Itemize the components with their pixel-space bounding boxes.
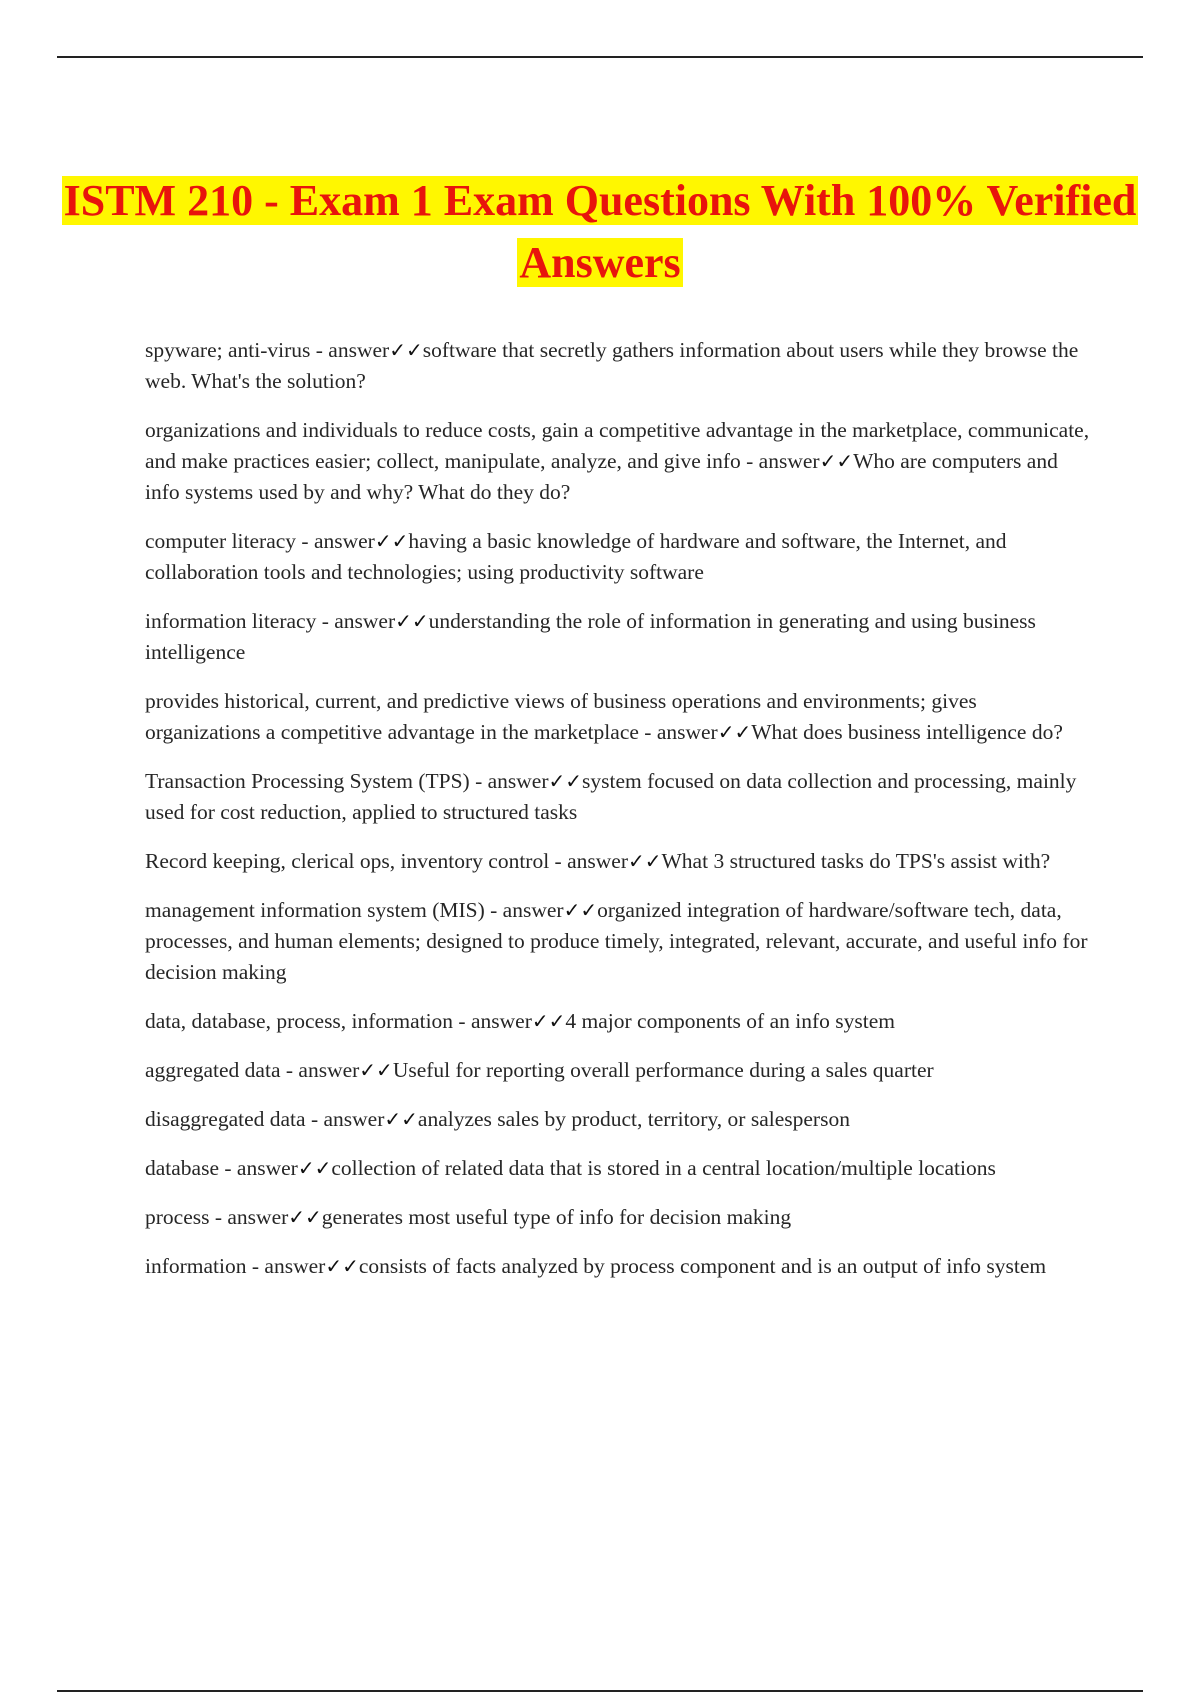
qa-term: database - <box>145 1156 237 1180</box>
answer-label: answer <box>470 1009 532 1033</box>
qa-term: process - <box>145 1205 228 1229</box>
qa-item <box>145 686 1090 748</box>
qa-term: organizations and individuals to reduce costs, gain a competitive advantage in the marketplace, communicate, and make practices easier; collect, manipulate, analyze, and give info - <box>145 418 1090 473</box>
double-check-icon: ✓✓ <box>563 898 598 922</box>
qa-term: provides historical, current, and predictive views of business operations and environments; gives organizations a competitive advantage in the marketplace - <box>145 689 977 744</box>
answer-label: answer <box>313 529 375 553</box>
qa-definition: generates most useful type of info for decision making <box>321 1205 792 1229</box>
answer-label: answer <box>334 609 396 633</box>
qa-item <box>145 335 1090 397</box>
bottom-rule <box>57 1690 1143 1692</box>
answer-label: answer <box>758 449 820 473</box>
answer-label: answer <box>487 769 549 793</box>
double-check-icon: ✓✓ <box>359 1058 393 1082</box>
double-check-icon: ✓✓ <box>325 1254 359 1278</box>
top-rule <box>57 56 1143 58</box>
qa-definition: consists of facts analyzed by process component and is an output of info system <box>358 1254 1047 1278</box>
qa-item <box>145 766 1090 828</box>
double-check-icon: ✓✓ <box>531 1009 566 1033</box>
double-check-icon: ✓✓ <box>819 449 854 473</box>
answer-label: answer <box>264 1254 326 1278</box>
qa-item <box>145 1104 1090 1135</box>
qa-definition: analyzes sales by product, territory, or salesperson <box>417 1107 850 1131</box>
double-check-icon: ✓✓ <box>288 1205 322 1229</box>
qa-item <box>145 526 1090 588</box>
qa-definition: organized integration of hardware/software tech, data, processes, and human elements; designed to produce timely, integrated, relevant, accurate, and useful info for decision making <box>145 898 1088 984</box>
qa-term: disaggregated data - <box>145 1107 324 1131</box>
answer-label: answer <box>328 338 390 362</box>
double-check-icon: ✓✓ <box>384 1107 418 1131</box>
double-check-icon: ✓✓ <box>395 609 429 633</box>
answer-label: answer <box>227 1205 289 1229</box>
qa-definition: collection of related data that is stored in a central location/multiple locations <box>331 1156 996 1180</box>
qa-term: computer literacy - <box>145 529 314 553</box>
double-check-icon: ✓✓ <box>548 769 583 793</box>
document-title-block <box>60 170 1140 294</box>
answer-label: answer <box>323 1107 385 1131</box>
qa-term: management information system (MIS) - <box>145 898 503 922</box>
qa-definition: system focused on data collection and processing, mainly used for cost reduction, applied to structured tasks <box>145 769 1077 824</box>
qa-definition: Useful for reporting overall performance during a sales quarter <box>392 1058 934 1082</box>
document-title: ISTM 210 - Exam 1 Exam Questions With 100% Verified Answers <box>63 176 1137 287</box>
qa-item <box>145 1202 1090 1233</box>
double-check-icon: ✓✓ <box>628 849 662 873</box>
qa-definition: having a basic knowledge of hardware and software, the Internet, and collaboration tools and technologies; using productivity software <box>145 529 1007 584</box>
qa-item <box>145 606 1090 668</box>
answer-label: answer <box>656 720 718 744</box>
qa-item <box>145 895 1090 988</box>
qa-item <box>145 1006 1090 1037</box>
double-check-icon: ✓✓ <box>389 338 423 362</box>
qa-definition: What 3 structured tasks do TPS's assist with? <box>661 849 1051 873</box>
double-check-icon: ✓✓ <box>374 529 409 553</box>
qa-definition: What does business intelligence do? <box>751 720 1063 744</box>
qa-item <box>145 846 1090 877</box>
qa-definition: understanding the role of information in generating and using business intelligence <box>145 609 1036 664</box>
qa-term: spyware; anti-virus - <box>145 338 329 362</box>
qa-item <box>145 1251 1090 1282</box>
answer-label: answer <box>567 849 628 873</box>
qa-definition: software that secretly gathers information about users while they browse the web. What's the solution? <box>145 338 1079 393</box>
qa-list <box>145 335 1090 1300</box>
double-check-icon: ✓✓ <box>297 1156 332 1180</box>
double-check-icon: ✓✓ <box>717 720 752 744</box>
answer-label: answer <box>236 1156 298 1180</box>
qa-item <box>145 415 1090 508</box>
answer-label: answer <box>298 1058 360 1082</box>
qa-item <box>145 1055 1090 1086</box>
qa-item <box>145 1153 1090 1184</box>
qa-term: information literacy - <box>145 609 335 633</box>
qa-term: aggregated data - <box>145 1058 299 1082</box>
qa-term: information - <box>145 1254 265 1278</box>
qa-term: data, database, process, information - <box>145 1009 471 1033</box>
qa-term: Record keeping, clerical ops, inventory control - <box>145 849 568 873</box>
qa-definition: Who are computers and info systems used by and why? What do they do? <box>145 449 1058 504</box>
qa-definition: 4 major components of an info system <box>565 1009 895 1033</box>
answer-label: answer <box>502 898 564 922</box>
qa-term: Transaction Processing System (TPS) - <box>145 769 488 793</box>
